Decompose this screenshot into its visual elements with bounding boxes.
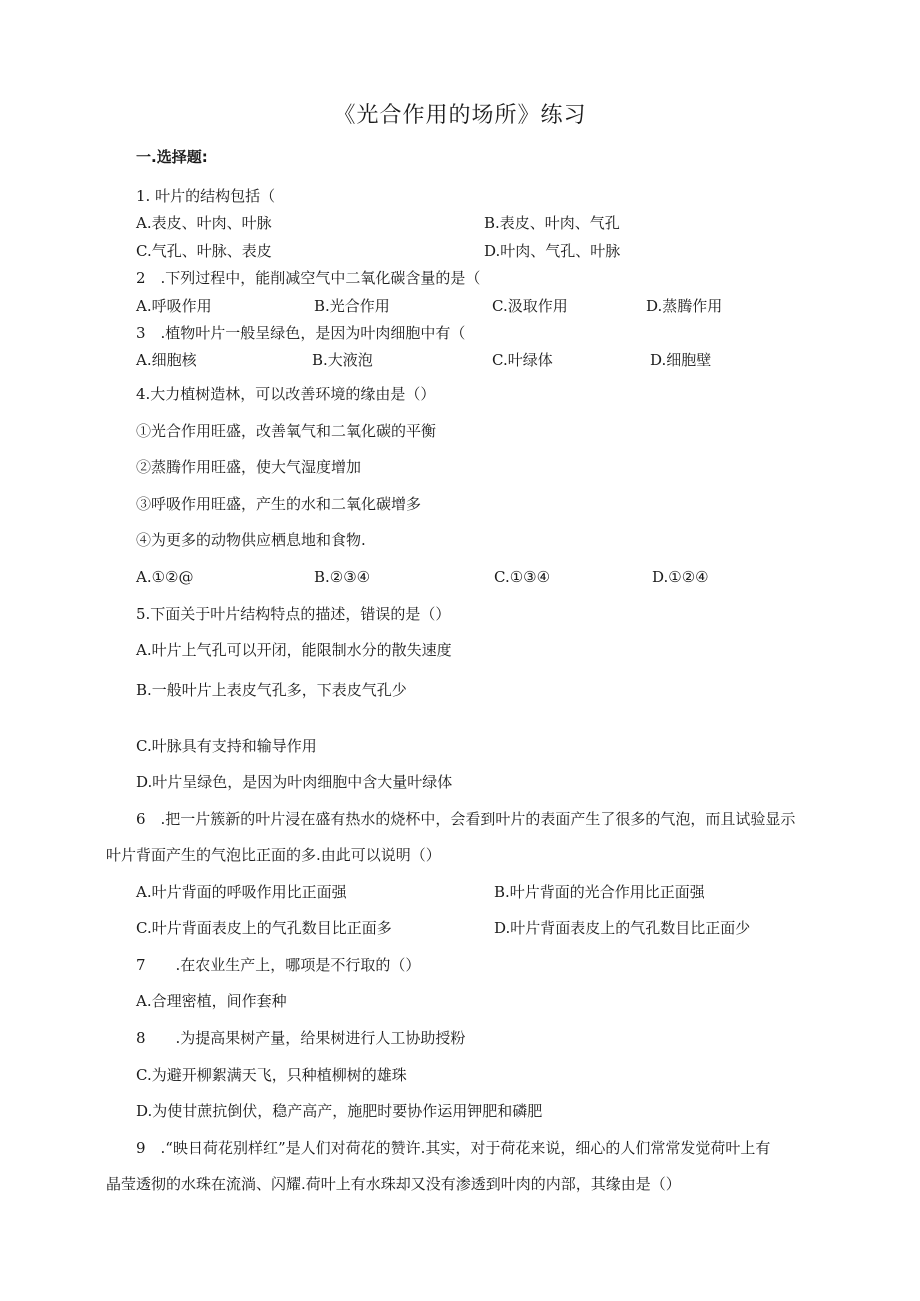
question-3-option-c: C.叶绿体 [492, 351, 553, 369]
question-3-option-d: D.细胞壁 [650, 351, 712, 369]
question-6-option-b: B.叶片背面的光合作用比正面强 [494, 883, 705, 901]
question-1-stem: 1. 叶片的结构包括（ [136, 187, 276, 205]
question-1-option-b: B.表皮、叶肉、气孔 [484, 214, 620, 232]
question-2-option-a: A.呼吸作用 [136, 297, 212, 315]
question-2-option-c: C.汲取作用 [492, 297, 568, 315]
section-heading: 一.选择题: [136, 148, 208, 166]
question-4-option-d: D.①②④ [652, 568, 709, 586]
question-2-stem: 2 .下列过程中，能削减空气中二氧化碳含量的是（ [136, 269, 481, 287]
question-5-option-d: D.叶片呈绿色，是因为叶肉细胞中含大量叶绿体 [136, 773, 453, 791]
question-4-option-c: C.①③④ [494, 568, 551, 586]
question-4-item-1: ①光合作用旺盛，改善氧气和二氧化碳的平衡 [136, 422, 437, 440]
question-6-option-c: C.叶片背面表皮上的气孔数目比正面多 [136, 919, 392, 937]
question-2-option-b: B.光合作用 [314, 297, 390, 315]
question-7-option-d: D.为使甘蔗抗倒伏，稳产高产，施肥时要协作运用钾肥和磷肥 [136, 1102, 543, 1120]
question-4-item-3: ③呼吸作用旺盛，产生的水和二氧化碳增多 [136, 495, 422, 513]
question-3-option-b: B.大液泡 [312, 351, 373, 369]
question-5-option-a: A.叶片上气孔可以开闭，能限制水分的散失速度 [136, 641, 452, 659]
question-1-option-c: C.气孔、叶脉、表皮 [136, 242, 272, 260]
question-1-option-a: A.表皮、叶肉、叶脉 [136, 214, 272, 232]
question-7-stem: 7 .在农业生产上，哪项是不行取的（） [136, 956, 421, 974]
question-4-item-4: ④为更多的动物供应栖息地和食物. [136, 531, 366, 549]
question-7-option-c: C.为避开柳絮满天飞，只种植柳树的雄珠 [136, 1066, 407, 1084]
question-1-option-d: D.叶肉、气孔、叶脉 [484, 242, 621, 260]
question-4-option-b: B.②③④ [314, 568, 371, 586]
question-6-option-a: A.叶片背面的呼吸作用比正面强 [136, 883, 347, 901]
question-5-option-b: B.一般叶片上表皮气孔多，下表皮气孔少 [136, 681, 407, 699]
page-title: 《光合作用的场所》练习 [333, 103, 587, 128]
question-4-stem: 4.大力植树造林，可以改善环境的缘由是（） [136, 385, 436, 403]
question-9-stem-line2: 晶莹透彻的水珠在流淌、闪耀.荷叶上有水珠却又没有渗透到叶肉的内部，其缘由是（） [106, 1175, 681, 1193]
question-6-stem-line1: 6 .把一片簇新的叶片浸在盛有热水的烧杯中，会看到叶片的表面产生了很多的气泡，而且试验显示 [136, 810, 796, 828]
question-6-option-d: D.叶片背面表皮上的气孔数目比正面少 [494, 919, 751, 937]
question-6-stem-line2: 叶片背面产生的气泡比正面的多.由此可以说明（） [106, 846, 441, 864]
question-9-stem-line1: 9 .“映日荷花别样红”是人们对荷花的赞许.其实，对于荷花来说，细心的人们常常发觉荷叶上有 [136, 1139, 771, 1157]
question-2-option-d: D.蒸腾作用 [646, 297, 723, 315]
question-5-option-c: C.叶脉具有支持和输导作用 [136, 737, 317, 755]
question-3-option-a: A.细胞核 [136, 351, 197, 369]
question-5-stem: 5.下面关于叶片结构特点的描述，错误的是（） [136, 605, 451, 623]
question-7-option-a: A.合理密植，间作套种 [136, 992, 287, 1010]
question-7-option-b: 8 .为提高果树产量，给果树进行人工协助授粉 [136, 1029, 466, 1047]
question-4-option-a: A.①②@ [136, 568, 194, 586]
question-3-stem: 3 .植物叶片一般呈绿色，是因为叶肉细胞中有（ [136, 324, 466, 342]
question-4-item-2: ②蒸腾作用旺盛，使大气湿度增加 [136, 458, 362, 476]
